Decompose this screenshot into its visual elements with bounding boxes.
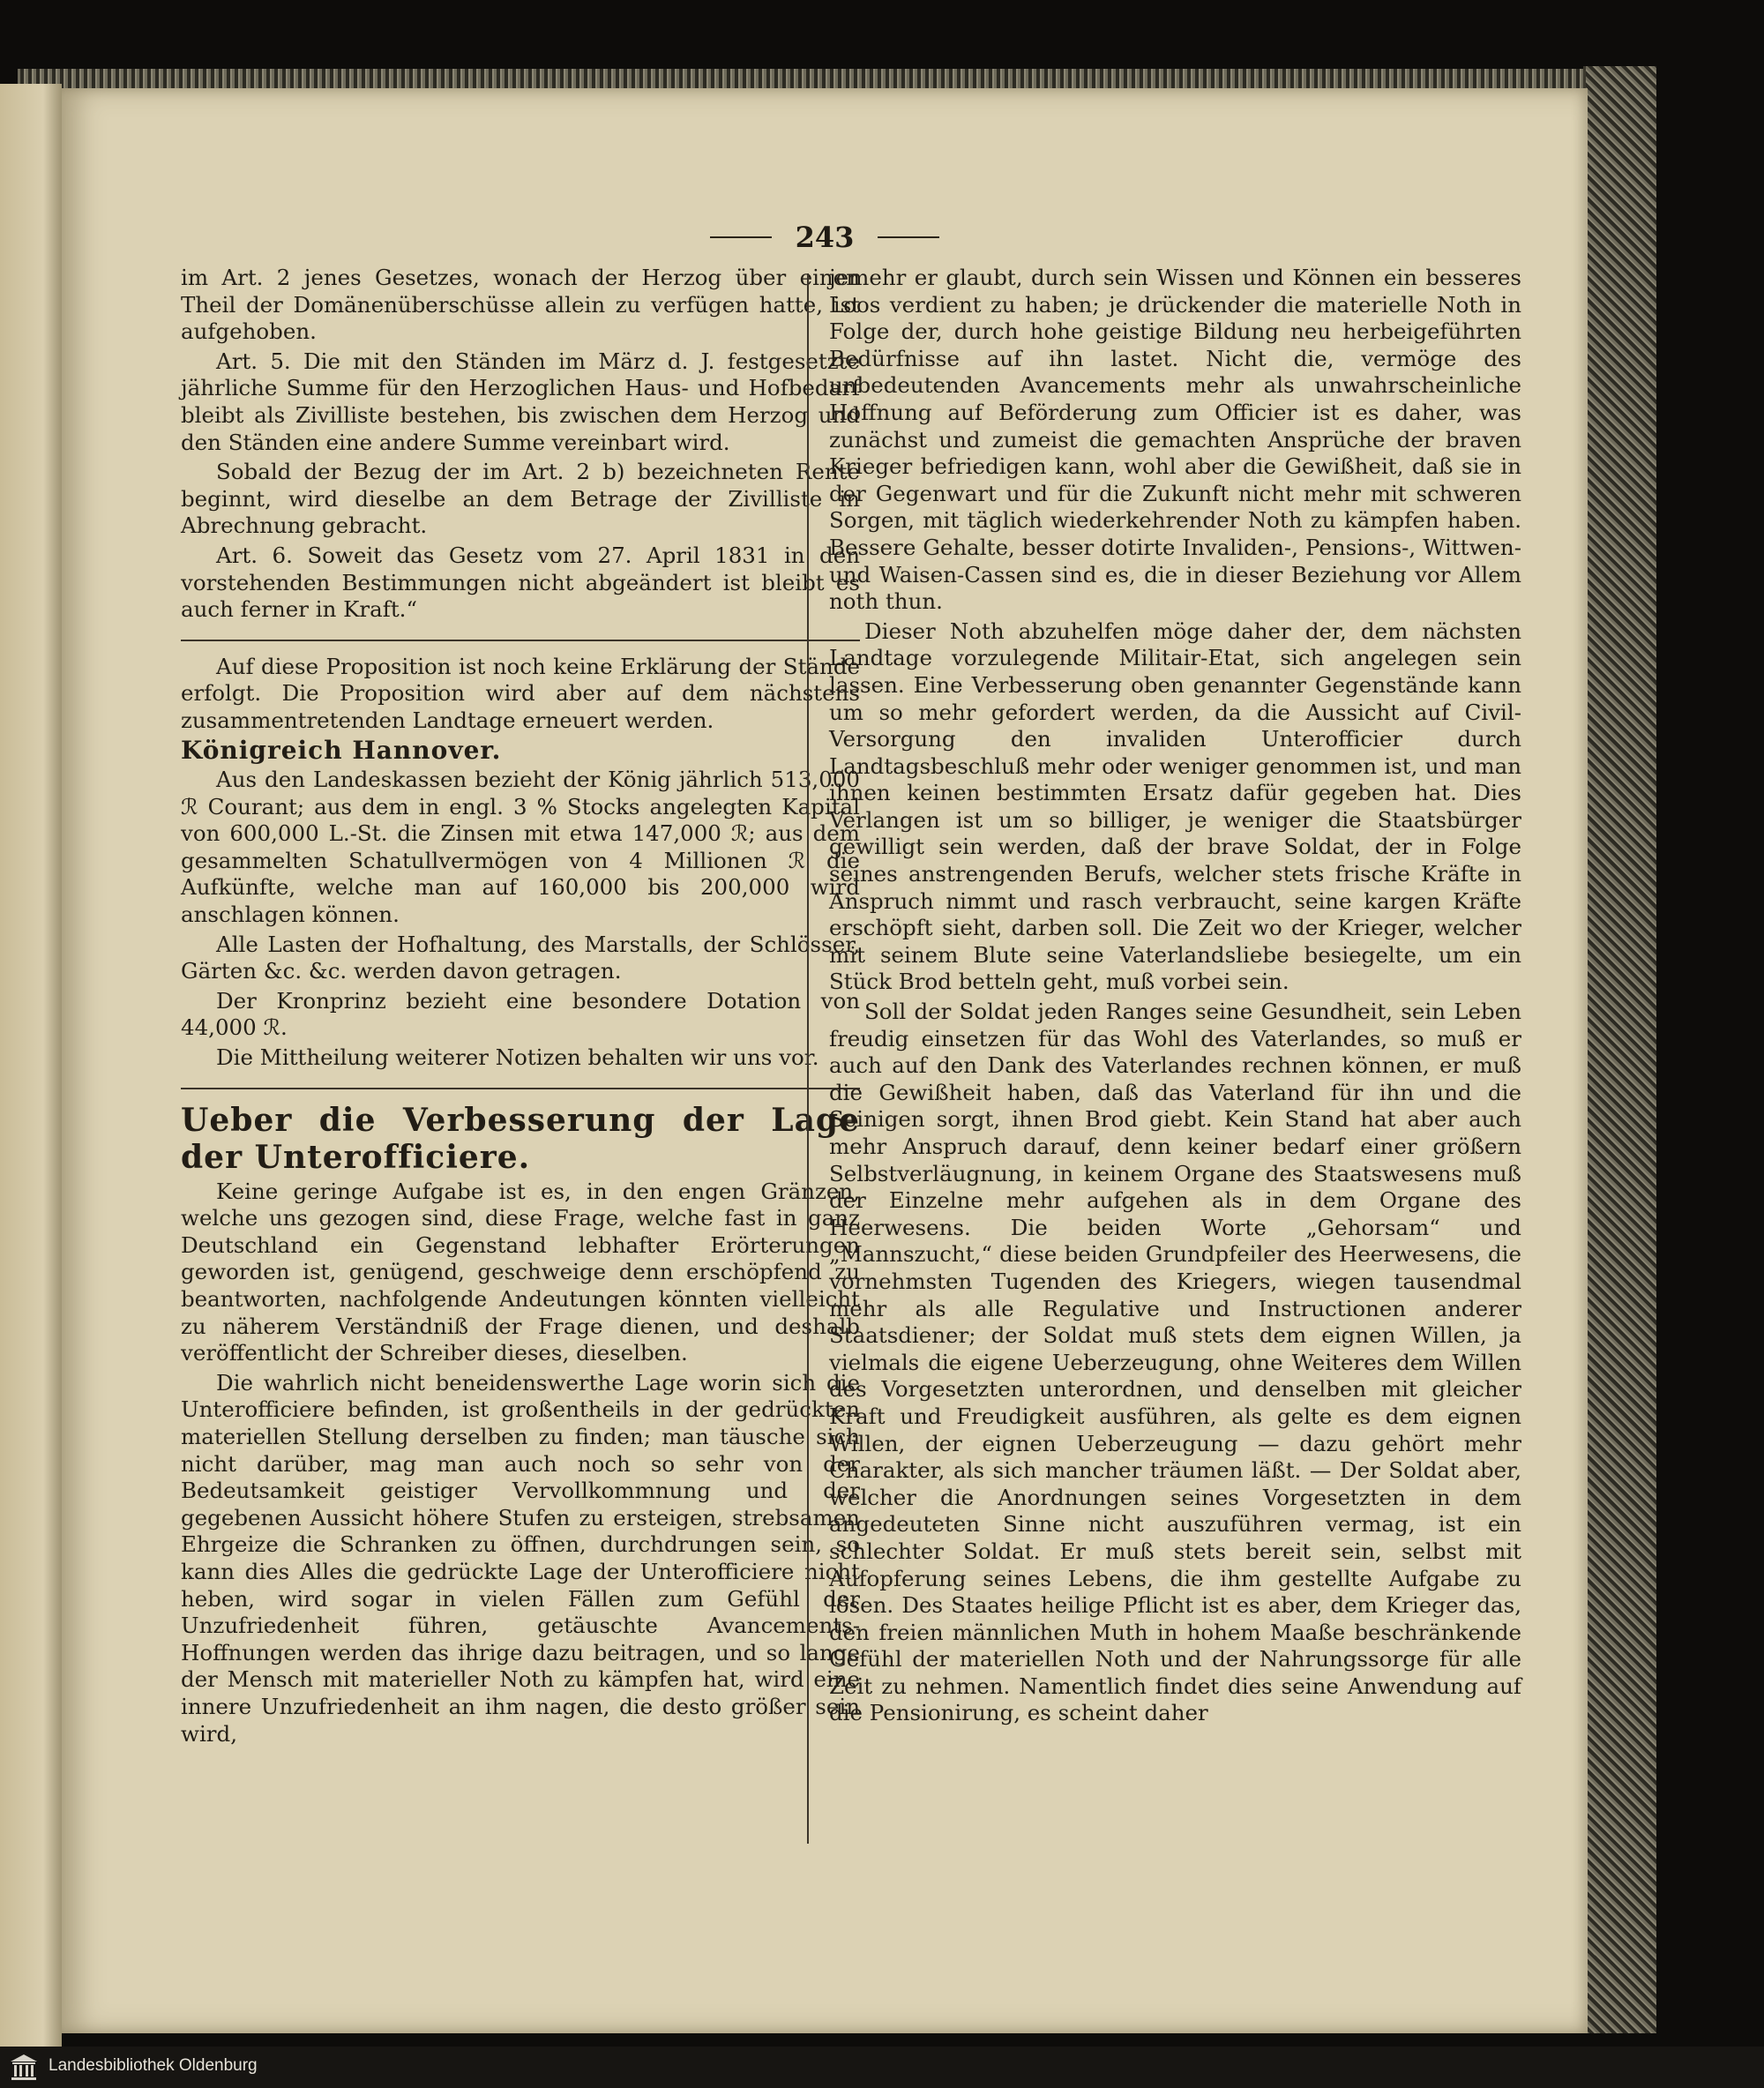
paragraph: Die wahrlich nicht beneidenswerthe Lage worin sich die Unterofficiere befinden, ist großentheils in der gedrückten materiellen Stellung derselben zu finden; man täusche sich nicht darüber, mag man auch noch so sehr von der Bedeutsamkeit geistiger Vervollkommnung und der gegebenen Aussicht höhere Stufen zu ersteigen, strebsamen Ehrgeize die Schranken zu öffnen, durchdrungen sein, so kann dies Alles die gedrückte Lage der Unterofficiere nicht heben, wird sogar in vielen Fällen zum Gefühl der Unzufriedenheit führen, getäuschte Avancements-Hoffnungen werden das ihrige dazu beitragen, und so lange der Mensch mit materieller Noth zu kämpfen hat, wird eine innere Unzufriedenheit an ihm nagen, die desto größer sein wird, — [181, 1369, 860, 1747]
column-divider — [807, 273, 809, 1844]
paragraph: Alle Lasten der Hofhaltung, des Marstalls, der Schlösser, Gärten &c. &c. werden davon getragen. — [181, 931, 860, 984]
book-cover-right-edge — [1583, 66, 1656, 2033]
section-divider — [181, 1088, 860, 1089]
section-heading: Königreich Hannover. — [181, 735, 502, 765]
paragraph: Art. 5. Die mit den Ständen im März d. J. festgesetzte jährliche Summe für den Herzoglichen Haus- und Hofbedarf bleibt als Zivilliste bestehen, bis zwischen dem Herzog und den Ständen eine andere Summe vereinbart wird. — [181, 348, 860, 455]
facing-page-edge — [0, 84, 62, 2047]
viewer-footer — [0, 2047, 1764, 2088]
right-column — [829, 265, 1521, 1730]
section-divider — [181, 640, 860, 641]
header-rule-right — [878, 236, 939, 238]
paragraph: Aus den Landeskassen bezieht der König jährlich 513,000 ℛ Courant; aus dem in engl. 3 % Stocks angelegten Kapital von 600,000 L.-St. die Zinsen mit etwa 147,000 ℛ; aus dem gesammelten Schatullvermögen von 4 Millionen ℛ die Aufkünfte, welche man auf 160,000 bis 200,000 wird anschlagen können. — [181, 767, 860, 928]
paragraph: Soll der Soldat jeden Ranges seine Gesundheit, sein Leben freudig einsetzen für das Wohl des Vaterlandes, so muß er auch auf den Dank des Vaterlandes rechnen können, er muß die Gewißheit haben, daß das Vaterland für ihn und die Seinigen sorgt, ihnen Brod giebt. Kein Stand hat aber auch mehr Anspruch darauf, denn keiner bedarf einer größern Selbstverläugnung, in keinem Organe des Staatswesens muß der Einzelne mehr aufgehen als in dem Organe des Heerwesens. Die beiden Worte „Gehorsam“ und „Mannszucht,“ diese beiden Grundpfeiler des Heerwesens, die vornehmsten Tugenden des Kriegers, wiegen tausendmal mehr als alle Regulative und Instructionen anderer Staatsdiener; der Soldat muß stets dem eignen Willen, ja vielmals die eigene Ueberzeugung, ohne Weiteres dem Willen des Vorgesetzten unterordnen, und denselben mit gleicher Kraft und Freudigkeit ausführen, als gelte es dem eignen Willen, der eignen Ueberzeugung — dazu gehört mehr Charakter, als sich mancher träumen läßt. — Der Soldat aber, welcher die Anordnungen seines Vorgesetzten in dem angedeuteten Sinne nicht auszuführen vermag, ist ein schlechter Soldat. Er muß stets bereit sein, selbst mit Aufopferung seines Lebens, die ihm gestellte Aufgabe zu lösen. Des Staates heilige Pflicht ist es aber, dem Krieger das, den freien männlichen Muth in hohem Maaße beschränkende Gefühl der materiellen Noth und der Nahrungssorge für alle Zeit zu nehmen. Namentlich findet dies seine Anwendung auf die Pensionirung, es scheint daher — [829, 999, 1521, 1726]
paragraph: Dieser Noth abzuhelfen möge daher der, dem nächsten Landtage vorzulegende Militair-Etat, sich angelegen sein lassen. Eine Verbesserung oben genannter Gegenstände kann um so mehr gefordert werden, da die Aussicht auf Civil-Versorgung den invaliden Unterofficier durch Landtagsbeschluß mehr oder weniger genommen ist, und man ihnen keinen bestimmten Ersatz dafür gegeben hat. Dies Verlangen ist um so billiger, je weniger die Staatsbürger gewilligt sein werden, daß der brave Soldat, der in Folge seines anstrengenden Berufs, welcher stets frische Kräfte in Anspruch nimmt und rasch verbraucht, seine kargen Kräfte erschöpft sieht, darben soll. Die Zeit wo der Krieger, welcher mit seinem Blute seine Vaterlandsliebe besiegelte, um ein Stück Brod betteln geht, muß vorbei sein. — [829, 617, 1521, 995]
paragraph: Art. 6. Soweit das Gesetz vom 27. April 1831 in den vorstehenden Bestimmungen nicht abgeändert ist bleibt es auch ferner in Kraft.“ — [181, 542, 860, 623]
paragraph: Sobald der Bezug der im Art. 2 b) bezeichneten Rente beginnt, wird dieselbe an dem Betrage der Zivilliste in Abrechnung gebracht. — [181, 459, 860, 539]
left-column — [181, 265, 860, 1750]
paragraph: Keine geringe Aufgabe ist es, in den engen Gränzen, welche uns gezogen sind, diese Frage, welche fast in ganz Deutschland ein Gegenstand lebhafter Erörterungen geworden ist, genügend, geschweige denn erschöpfend zu beantworten, nachfolgende Andeutungen könnten vielleicht zu näherem Verständniß der Frage dienen, und deshalb veröffentlicht der Schreiber dieses, dieselben. — [181, 1178, 860, 1366]
page-number: 243 — [795, 221, 855, 254]
paragraph: Die Mittheilung weiterer Notizen behalten wir uns vor. — [216, 1044, 819, 1071]
article-title: Ueber die Verbesserung der Lage der Unterofficiere. — [181, 1101, 860, 1176]
page-header — [62, 221, 1588, 254]
paragraph: im Art. 2 jenes Gesetzes, wonach der Herzog über einen Theil der Domänenüberschüsse allein zu verfügen hatte, ist aufgehoben. — [181, 265, 860, 345]
paragraph: Auf diese Proposition ist noch keine Erklärung der Stände erfolgt. Die Proposition wird aber auf dem nächstens zusammentretenden Landtage erneuert werden. — [181, 653, 860, 733]
header-rule-left — [710, 236, 772, 238]
paragraph: Der Kronprinz bezieht eine besondere Dotation von 44,000 ℛ. — [181, 987, 860, 1041]
library-building-icon — [9, 2052, 39, 2082]
book-cover-top-edge — [18, 69, 1654, 90]
library-name: Landesbibliothek Oldenburg — [49, 2056, 258, 2075]
book-page — [62, 88, 1588, 2033]
paragraph: jemehr er glaubt, durch sein Wissen und Können ein besseres Loos verdient zu haben; je drückender die materielle Noth in Folge der, durch hohe geistige Bildung neu herbeigeführten Bedürfnisse auf ihn lastet. Nicht die, vermöge des unbedeutenden Avancements mehr als unwahrscheinliche Hoffnung auf Beförderung zum Officier ist es daher, was zunächst und zumeist die gemachten Ansprüche der braven Krieger befriedigen kann, wohl aber die Gewißheit, daß sie in der Gegenwart und für die Zukunft nicht mehr mit schweren Sorgen, mit täglich wiederkehrender Noth zu kämpfen haben. Bessere Gehalte, besser dotirte Invaliden-, Pensions-, Wittwen- und Waisen-Cassen sind es, die in dieser Beziehung vor Allem noth thun. — [829, 265, 1521, 615]
